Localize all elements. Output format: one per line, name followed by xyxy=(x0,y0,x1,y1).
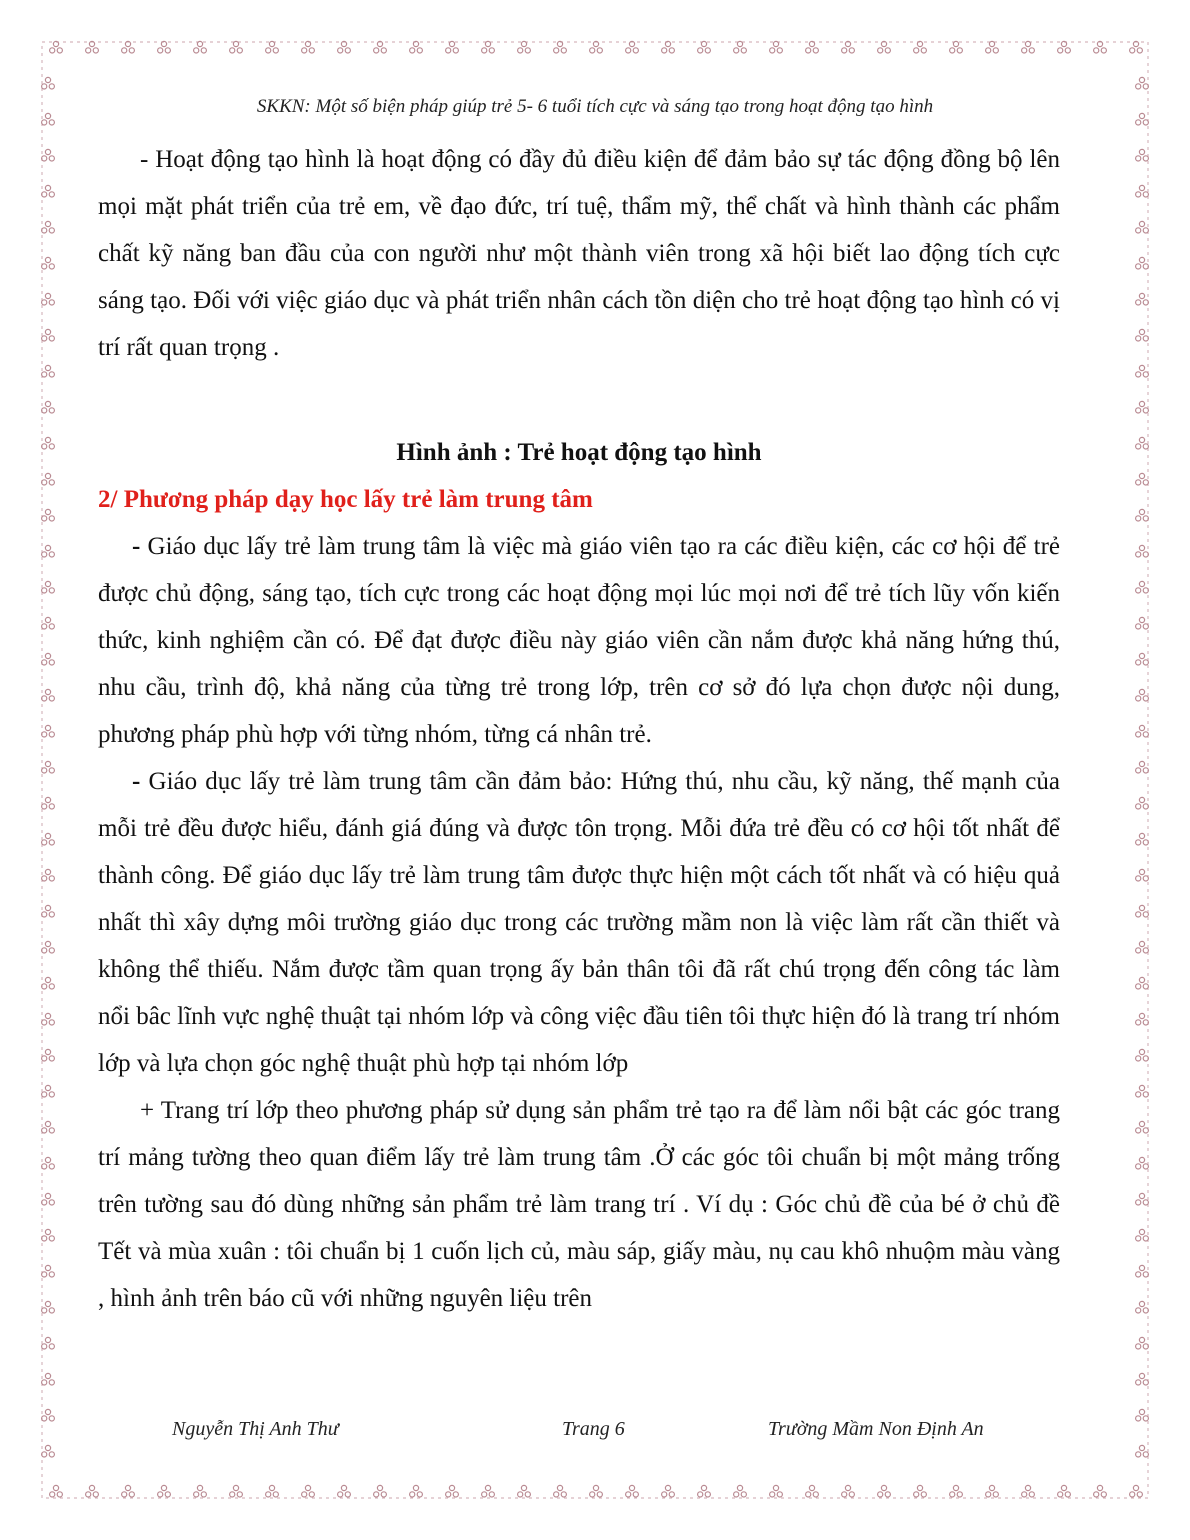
border-flower-ornament xyxy=(42,293,55,305)
border-flower-ornament xyxy=(1136,329,1149,341)
border-flower-ornament xyxy=(734,1485,747,1497)
border-flower-ornament xyxy=(770,1485,783,1497)
border-flower-ornament xyxy=(1136,473,1149,485)
border-flower-ornament xyxy=(410,41,423,53)
border-flower-ornament xyxy=(518,1485,531,1497)
border-flower-ornament xyxy=(1136,1157,1149,1169)
border-flower-ornament xyxy=(590,1485,603,1497)
border-flower-ornament xyxy=(42,1193,55,1205)
border-flower-ornament xyxy=(1136,1373,1149,1385)
border-flower-ornament xyxy=(42,1085,55,1097)
border-flower-ornament xyxy=(42,977,55,989)
page-footer xyxy=(0,1418,1190,1448)
section-heading: 2/ Phương pháp dạy học lấy trẻ làm trung tâm xyxy=(98,486,593,513)
border-flower-ornament xyxy=(1136,545,1149,557)
paragraph-text: Giáo dục lấy trẻ làm trung tâm cần đảm bảo: Hứng thú, nhu cầu, kỹ năng, thế mạnh của mỗi trẻ đều được hiểu, đánh giá đúng và được tôn trọng. Mỗi đứa trẻ đều có cơ hội tốt nhất để thành công. Để giáo dục lấy trẻ làm trung tâm được thực hiện một cách tốt nhất và có hiệu quả nhất thì xây dựng môi trường giáo dục trong các trường mầm non là việc làm rất cần thiết và không thể thiếu. Nắm được tầm quan trọng ấy bản thân tôi đã rất chú trọng đến công tác làm nổi bâc lĩnh vực nghệ thuật tại nhóm lớp và công việc đầu tiên tôi thực hiện đó là trang trí nhóm lớp và lựa chọn góc nghệ thuật phù hợp tại nhóm lớp xyxy=(98,768,1060,1077)
border-flower-ornament xyxy=(1136,797,1149,809)
border-flower-ornament xyxy=(1094,41,1107,53)
border-flower-ornament xyxy=(698,41,711,53)
border-flower-ornament xyxy=(42,1337,55,1349)
border-flower-ornament xyxy=(1136,185,1149,197)
border-flower-ornament xyxy=(1136,293,1149,305)
border-flower-ornament xyxy=(86,41,99,53)
border-flower-ornament xyxy=(230,1485,243,1497)
border-flower-ornament xyxy=(734,41,747,53)
border-flower-ornament xyxy=(1136,221,1149,233)
bullet-dash: - xyxy=(132,768,141,795)
border-flower-ornament xyxy=(1094,1485,1107,1497)
border-flower-ornament xyxy=(42,365,55,377)
border-flower-ornament xyxy=(1136,437,1149,449)
border-flower-ornament xyxy=(42,149,55,161)
border-flower-ornament xyxy=(42,617,55,629)
border-flower-ornament xyxy=(338,1485,351,1497)
paragraph-text: Giáo dục lấy trẻ làm trung tâm là việc mà giáo viên tạo ra các điều kiện, các cơ hội để trẻ được chủ động, sáng tạo, tích cực trong các hoạt động mọi lúc mọi nơi để trẻ tích lũy vốn kiến thức, kinh nghiệm cần có. Để đạt được điều này giáo viên cần nắm được khả năng hứng thú, nhu cầu, trình độ, khả năng của từng trẻ trong lớp, trên cơ sở đó lựa chọn được nội dung, phương pháp phù hợp với từng nhóm, từng cá nhân trẻ. xyxy=(98,533,1060,748)
border-flower-ornament xyxy=(1136,401,1149,413)
border-flower-ornament xyxy=(986,1485,999,1497)
border-flower-ornament xyxy=(950,41,963,53)
border-flower-ornament xyxy=(914,41,927,53)
border-flower-ornament xyxy=(86,1485,99,1497)
border-flower-ornament xyxy=(986,41,999,53)
border-flower-ornament xyxy=(158,1485,171,1497)
border-flower-ornament xyxy=(42,833,55,845)
border-flower-ornament xyxy=(302,41,315,53)
border-flower-ornament xyxy=(590,41,603,53)
border-flower-ornament xyxy=(1136,653,1149,665)
paragraph-intro: - Hoạt động tạo hình là hoạt động có đầy đủ điều kiện để đảm bảo sự tác động đồng bộ lên mọi mặt phát triển của trẻ em, về đạo đức, trí tuệ, thẩm mỹ, thể chất và hình thành các phẩm chất kỹ năng ban đầu của con người như một thành viên trong xã hội biết lao động tích cực sáng tạo. Đối với việc giáo dục và phát triển nhân cách tồn diện cho trẻ hoạt động tạo hình có vị trí rất quan trọng . xyxy=(98,146,1060,361)
footer-author: Nguyễn Thị Anh Thư xyxy=(172,1418,339,1440)
border-flower-ornament xyxy=(42,581,55,593)
paragraph-learner-centered xyxy=(98,523,1060,758)
border-flower-ornament xyxy=(122,41,135,53)
border-flower-ornament xyxy=(1136,1193,1149,1205)
border-flower-ornament xyxy=(42,329,55,341)
border-flower-ornament xyxy=(42,473,55,485)
border-flower-ornament xyxy=(1136,761,1149,773)
border-flower-ornament xyxy=(1058,41,1071,53)
border-flower-ornament xyxy=(374,1485,387,1497)
border-flower-ornament xyxy=(42,401,55,413)
border-flower-ornament xyxy=(42,653,55,665)
border-flower-ornament xyxy=(50,1485,63,1497)
border-flower-ornament xyxy=(878,41,891,53)
border-flower-ornament xyxy=(698,1485,711,1497)
border-flower-ornament xyxy=(42,689,55,701)
border-flower-ornament xyxy=(122,1485,135,1497)
border-flower-ornament xyxy=(842,41,855,53)
border-flower-ornament xyxy=(266,1485,279,1497)
page-header: SKKN: Một số biện pháp giúp trẻ 5- 6 tuổi tích cực và sáng tạo trong hoạt động tạo hình xyxy=(256,96,934,117)
border-flower-ornament xyxy=(302,1485,315,1497)
border-flower-ornament xyxy=(266,41,279,53)
border-flower-ornament xyxy=(42,797,55,809)
border-flower-ornament xyxy=(374,41,387,53)
paragraph-decoration: + Trang trí lớp theo phương pháp sử dụng sản phẩm trẻ tạo ra để làm nổi bật các góc trang trí mảng tường theo quan điểm lấy trẻ làm trung tâm .Ở các góc tôi chuẩn bị một mảng trống trên tường sau đó dùng những sản phẩm trẻ làm trang trí . Ví dụ : Góc chủ đề của bé ở chủ đề Tết và mùa xuân : tôi chuẩn bị 1 cuốn lịch củ, màu sáp, giấy màu, nụ cau khô nhuộm màu vàng , hình ảnh trên báo cũ với những nguyên liệu trên xyxy=(98,1097,1060,1312)
footer-school: Trường Mầm Non Định An xyxy=(768,1418,984,1440)
border-flower-ornament xyxy=(806,1485,819,1497)
border-flower-ornament xyxy=(482,1485,495,1497)
border-flower-ornament xyxy=(554,41,567,53)
border-flower-ornament xyxy=(42,1121,55,1133)
border-flower-ornament xyxy=(1136,257,1149,269)
border-flower-ornament xyxy=(878,1485,891,1497)
border-flower-ornament xyxy=(1136,617,1149,629)
border-flower-ornament xyxy=(42,1013,55,1025)
border-flower-ornament xyxy=(42,905,55,917)
border-flower-ornament xyxy=(518,41,531,53)
border-flower-ornament xyxy=(42,221,55,233)
border-flower-ornament xyxy=(770,41,783,53)
border-flower-ornament xyxy=(842,1485,855,1497)
border-flower-ornament xyxy=(42,869,55,881)
border-flower-ornament xyxy=(1130,1485,1143,1497)
border-flower-ornament xyxy=(194,41,207,53)
border-flower-ornament xyxy=(42,725,55,737)
document-body xyxy=(98,136,1060,1322)
border-flower-ornament xyxy=(950,1485,963,1497)
border-flower-ornament xyxy=(1022,1485,1035,1497)
border-flower-ornament xyxy=(1136,689,1149,701)
border-flower-ornament xyxy=(626,1485,639,1497)
border-flower-ornament xyxy=(1136,869,1149,881)
border-flower-ornament xyxy=(1136,581,1149,593)
footer-page-number: Trang 6 xyxy=(562,1418,625,1440)
border-flower-ornament xyxy=(1136,1229,1149,1241)
border-flower-ornament xyxy=(42,437,55,449)
border-flower-ornament xyxy=(662,41,675,53)
border-flower-ornament xyxy=(42,1229,55,1241)
border-flower-ornament xyxy=(626,41,639,53)
border-flower-ornament xyxy=(1136,1265,1149,1277)
border-flower-ornament xyxy=(662,1485,675,1497)
border-flower-ornament xyxy=(1130,41,1143,53)
border-flower-ornament xyxy=(42,1157,55,1169)
border-flower-ornament xyxy=(1058,1485,1071,1497)
border-flower-ornament xyxy=(42,257,55,269)
border-flower-ornament xyxy=(1136,509,1149,521)
border-flower-ornament xyxy=(42,77,55,89)
border-flower-ornament xyxy=(1136,977,1149,989)
paragraph-requirements xyxy=(98,758,1060,1087)
border-flower-ornament xyxy=(50,41,63,53)
border-flower-ornament xyxy=(1136,1301,1149,1313)
bullet-dash: - xyxy=(132,533,141,560)
border-flower-ornament xyxy=(1022,41,1035,53)
border-flower-ornament xyxy=(1136,905,1149,917)
border-flower-ornament xyxy=(482,41,495,53)
border-flower-ornament xyxy=(1136,365,1149,377)
border-flower-ornament xyxy=(914,1485,927,1497)
border-flower-ornament xyxy=(42,941,55,953)
image-caption: Hình ảnh : Trẻ hoạt động tạo hình xyxy=(396,439,762,466)
border-flower-ornament xyxy=(194,1485,207,1497)
border-flower-ornament xyxy=(446,1485,459,1497)
border-flower-ornament xyxy=(42,545,55,557)
border-flower-ornament xyxy=(410,1485,423,1497)
border-flower-ornament xyxy=(230,41,243,53)
border-flower-ornament xyxy=(446,41,459,53)
border-flower-ornament xyxy=(42,1373,55,1385)
border-flower-ornament xyxy=(806,41,819,53)
border-flower-ornament xyxy=(158,41,171,53)
border-flower-ornament xyxy=(42,1265,55,1277)
border-flower-ornament xyxy=(1136,725,1149,737)
border-flower-ornament xyxy=(1136,1121,1149,1133)
border-flower-ornament xyxy=(1136,833,1149,845)
border-flower-ornament xyxy=(338,41,351,53)
border-flower-ornament xyxy=(554,1485,567,1497)
border-flower-ornament xyxy=(42,1049,55,1061)
border-flower-ornament xyxy=(42,509,55,521)
border-flower-ornament xyxy=(1136,1013,1149,1025)
border-flower-ornament xyxy=(1136,149,1149,161)
border-flower-ornament xyxy=(1136,1337,1149,1349)
border-flower-ornament xyxy=(1136,1049,1149,1061)
border-flower-ornament xyxy=(1136,941,1149,953)
border-flower-ornament xyxy=(1136,1085,1149,1097)
border-flower-ornament xyxy=(1136,77,1149,89)
border-flower-ornament xyxy=(42,185,55,197)
border-flower-ornament xyxy=(42,1301,55,1313)
border-flower-ornament xyxy=(42,761,55,773)
